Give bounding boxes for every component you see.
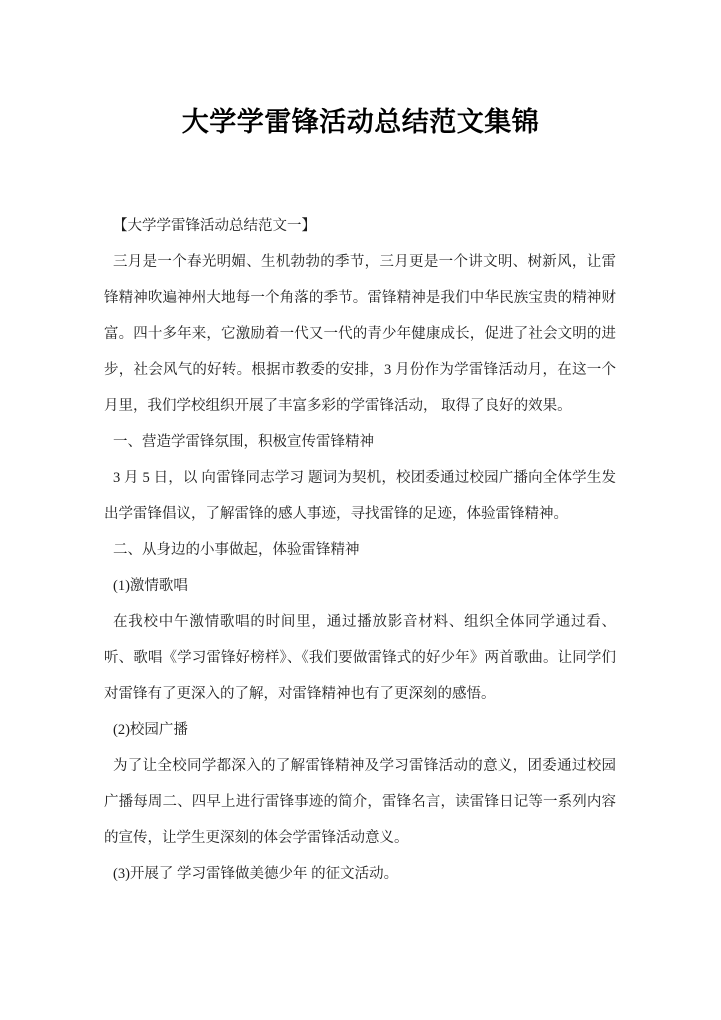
sub-heading-one: (1)激情歌唱 bbox=[113, 578, 188, 594]
page-title: 大学学雷锋活动总结范文集锦 bbox=[181, 107, 540, 138]
numbered-heading-one: 一、营造学雷锋氛围，积极宣传雷锋精神 bbox=[113, 434, 374, 450]
document-body bbox=[104, 208, 616, 892]
section-heading-fanwen-1: 【大学学雷锋活动总结范文一】 bbox=[113, 218, 316, 234]
body-paragraph-2: 3 月 5 日，以 向雷锋同志学习 题词为契机，校团委通过校园广播向全体学生发出学雷锋倡议，了解雷锋的感人事迹，寻找雷锋的足迹，体验雷锋精神。 bbox=[104, 470, 616, 522]
body-paragraph-4: 为了让全校同学都深入的了解雷锋精神及学习雷锋活动的意义，团委通过校园广播每周二、四早上进行雷锋事迹的简介，雷锋名言，读雷锋日记等一系列内容的宣传，让学生更深刻的体会学雷锋活动意义。 bbox=[104, 758, 616, 846]
body-paragraph-3: 在我校中午激情歌唱的时间里，通过播放影音材料、组织全体同学通过看、听、歌唱《学习雷锋好榜样》、《我们要做雷锋式的好少年》两首歌曲。让同学们对雷锋有了更深入的了解，对雷锋精神也有了更深刻的感悟。 bbox=[104, 614, 616, 702]
body-paragraph-1: 三月是一个春光明媚、生机勃勃的季节，三月更是一个讲文明、树新风，让雷锋精神吹遍神州大地每一个角落的季节。雷锋精神是我们中华民族宝贵的精神财富。四十多年来，它激励着一代又一代的青少年健康成长，促进了社会文明的进步，社会风气的好转。根据市教委的安排，3 月份作为学雷锋活动月，在这一个月里，我们学校组织开展了丰富多彩的学雷锋活动， 取得了良好的效果。 bbox=[104, 254, 616, 414]
numbered-heading-two: 二、从身边的小事做起，体验雷锋精神 bbox=[113, 542, 360, 558]
sub-heading-two: (2)校园广播 bbox=[113, 722, 188, 738]
sub-heading-three: (3)开展了 学习雷锋做美德少年 的征文活动。 bbox=[113, 866, 399, 882]
